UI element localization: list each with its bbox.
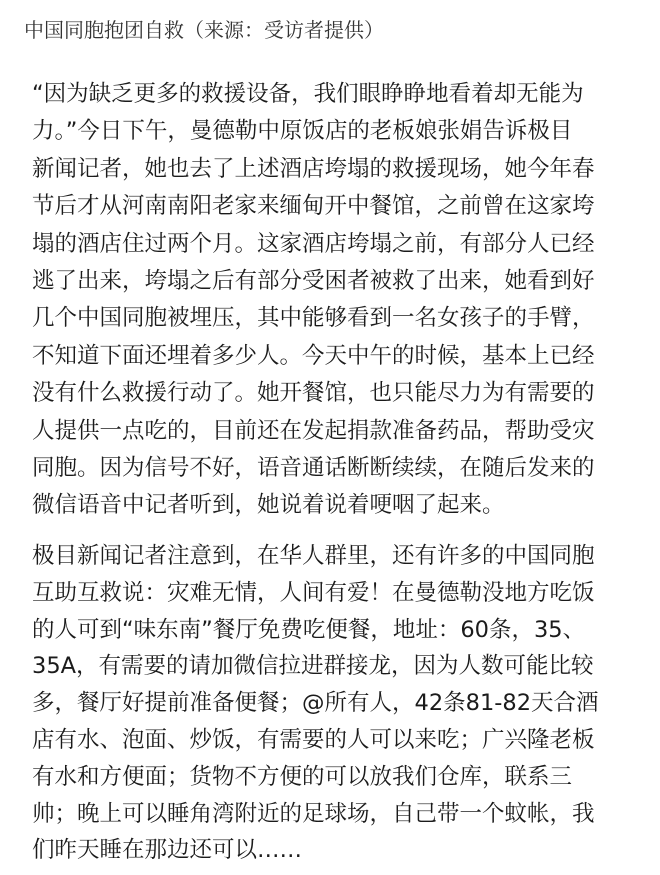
- paragraph-line: 多，餐厅好提前准备便餐；@所有人，42条81-82天合酒: [32, 690, 599, 717]
- paragraph-line: 不知道下面还埋着多少人。今天中午的时候，基本上已经: [32, 342, 595, 369]
- paragraph-line: 微信语音中记者听到，她说着说着哽咽了起来。: [32, 492, 505, 519]
- image-caption: 中国同胞抱团自救（来源：受访者提供）: [24, 18, 384, 42]
- article-paragraph-1: [32, 76, 632, 525]
- paragraph-line: 35A，有需要的请加微信拉进群接龙，因为人数可能比较: [32, 653, 594, 680]
- paragraph-line: 极目新闻记者注意到，在华人群里，还有许多的中国同胞: [32, 543, 595, 569]
- paragraph-line: 力。”今日下午，曼德勒中原饭店的老板娘张娟告诉极目: [32, 118, 573, 145]
- article-paragraph-2: [32, 538, 632, 869]
- paragraph-line: 互助互救说：灾难无情，人间有爱！在曼德勒没地方吃饭: [32, 579, 595, 606]
- paragraph-line: 有水和方便面；货物不方便的可以放我们仓库，联系三: [32, 763, 573, 790]
- paragraph-line: 几个中国同胞被埋压，其中能够看到一名女孩子的手臂，: [32, 305, 595, 332]
- paragraph-line: 人提供一点吃的，目前还在发起捐款准备药品，帮助受灾: [32, 417, 595, 444]
- paragraph-line: 店有水、泡面、炒饭，有需要的人可以来吃；广兴隆老板: [32, 726, 595, 753]
- paragraph-line: 的人可到“味东南”餐厅免费吃便餐，地址：60条，35、: [32, 616, 586, 643]
- paragraph-line: 逃了出来，垮塌之后有部分受困者被救了出来，她看到好: [32, 267, 595, 294]
- paragraph-line: 节后才从河南南阳老家来缅甸开中餐馆，之前曾在这家垮: [32, 193, 595, 220]
- paragraph-line: 新闻记者，她也去了上述酒店垮塌的救援现场，她今年春: [32, 155, 595, 182]
- paragraph-line: 们昨天睡在那边还可以……: [32, 837, 303, 864]
- paragraph-line: “因为缺乏更多的救援设备，我们眼睁睁地看着却无能为: [32, 81, 584, 107]
- paragraph-line: 没有什么救援行动了。她开餐馆，也只能尽力为有需要的: [32, 380, 595, 407]
- paragraph-line: 同胞。因为信号不好，语音通话断断续续，在随后发来的: [32, 454, 595, 481]
- paragraph-line: 帅；晚上可以睡角湾附近的足球场，自己带一个蚊帐，我: [32, 800, 595, 827]
- paragraph-line: 塌的酒店住过两个月。这家酒店垮塌之前，有部分人已经: [32, 230, 595, 257]
